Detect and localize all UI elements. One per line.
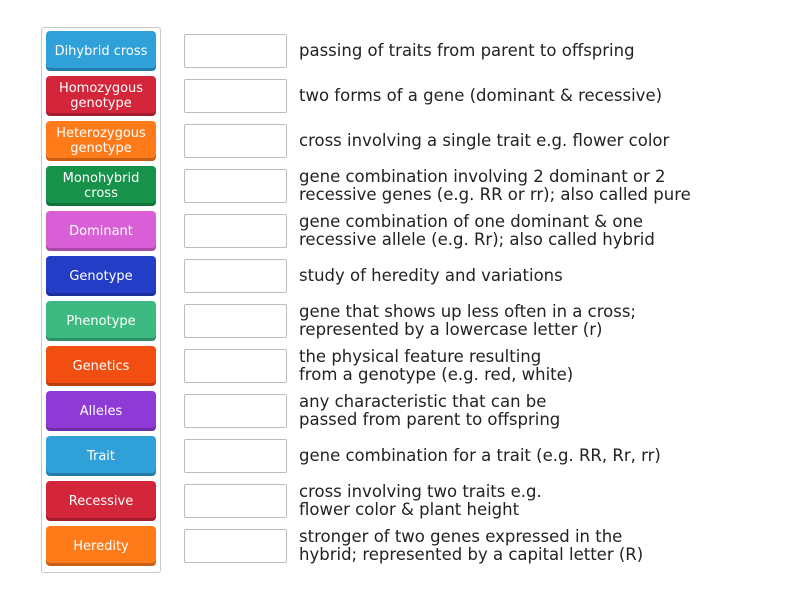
definition-text	[299, 76, 779, 116]
term-tile-label: Phenotype	[66, 313, 136, 329]
term-tile[interactable]	[46, 301, 156, 341]
definition-text	[299, 481, 779, 521]
term-tile[interactable]	[46, 346, 156, 386]
definition-line: passed from parent to offspring	[299, 410, 561, 429]
term-tile-label: Homozygous genotype	[58, 81, 144, 111]
term-tile[interactable]	[46, 481, 156, 521]
definition-text	[299, 391, 779, 431]
term-tile-label: Dihybrid cross	[54, 43, 148, 59]
answer-drop-slot[interactable]	[184, 529, 287, 563]
term-tile[interactable]	[46, 76, 156, 116]
definition-text	[299, 301, 779, 341]
definition-line: gene combination involving 2 dominant or 2	[299, 167, 666, 186]
term-tile[interactable]	[46, 211, 156, 251]
term-tile[interactable]	[46, 526, 156, 566]
answer-drop-slot[interactable]	[184, 259, 287, 293]
definition-text	[299, 526, 779, 566]
definition-line: cross involving two traits e.g.	[299, 482, 542, 501]
definition-text	[299, 436, 779, 476]
term-tile-label: Recessive	[68, 493, 134, 509]
answer-drop-slot[interactable]	[184, 79, 287, 113]
definition-line: gene combination for a trait (e.g. RR, Rr, rr)	[299, 446, 661, 465]
definition-line: recessive genes (e.g. RR or rr); also called pure	[299, 185, 691, 204]
definition-line: recessive allele (e.g. Rr); also called hybrid	[299, 230, 655, 249]
term-tile-label: Heredity	[73, 538, 129, 554]
term-tile[interactable]	[46, 166, 156, 206]
definition-line: passing of traits from parent to offspring	[299, 41, 635, 60]
answer-drop-slot[interactable]	[184, 304, 287, 338]
answer-drop-slot[interactable]	[184, 214, 287, 248]
term-tile-label: Heterozygous genotype	[56, 126, 146, 156]
definition-line: flower color & plant height	[299, 500, 520, 519]
answer-drop-slot[interactable]	[184, 34, 287, 68]
definition-line: gene that shows up less often in a cross;	[299, 302, 636, 321]
term-tile[interactable]	[46, 436, 156, 476]
term-tile-label: Monohybrid cross	[62, 171, 140, 201]
definition-line: any characteristic that can be	[299, 392, 547, 411]
definition-text	[299, 121, 779, 161]
term-tile-label: Dominant	[69, 223, 133, 239]
definition-line: gene combination of one dominant & one	[299, 212, 644, 231]
definition-line: cross involving a single trait e.g. flower color	[299, 131, 670, 150]
definition-text	[299, 166, 779, 206]
answer-drop-slot[interactable]	[184, 439, 287, 473]
answer-drop-slot[interactable]	[184, 394, 287, 428]
answer-drop-slot[interactable]	[184, 169, 287, 203]
definition-text	[299, 31, 779, 71]
answer-drop-slot[interactable]	[184, 349, 287, 383]
term-tile-label: Genotype	[69, 268, 133, 284]
term-tile-label: Alleles	[79, 403, 123, 419]
definition-text	[299, 256, 779, 296]
definition-line: stronger of two genes expressed in the	[299, 527, 623, 546]
definition-line: hybrid; represented by a capital letter (R)	[299, 545, 644, 564]
term-tile[interactable]	[46, 256, 156, 296]
definition-line: study of heredity and variations	[299, 266, 563, 285]
term-tile-label: Genetics	[72, 358, 130, 374]
definition-line: from a genotype (e.g. red, white)	[299, 365, 574, 384]
answer-drop-slot[interactable]	[184, 124, 287, 158]
definition-text	[299, 346, 779, 386]
definition-text	[299, 211, 779, 251]
definition-line: represented by a lowercase letter (r)	[299, 320, 603, 339]
term-tile[interactable]	[46, 121, 156, 161]
term-tile-label: Trait	[86, 448, 116, 464]
term-tile[interactable]	[46, 31, 156, 71]
definition-line: the physical feature resulting	[299, 347, 542, 366]
definition-line: two forms of a gene (dominant & recessive)	[299, 86, 663, 105]
term-tile[interactable]	[46, 391, 156, 431]
answer-drop-slot[interactable]	[184, 484, 287, 518]
